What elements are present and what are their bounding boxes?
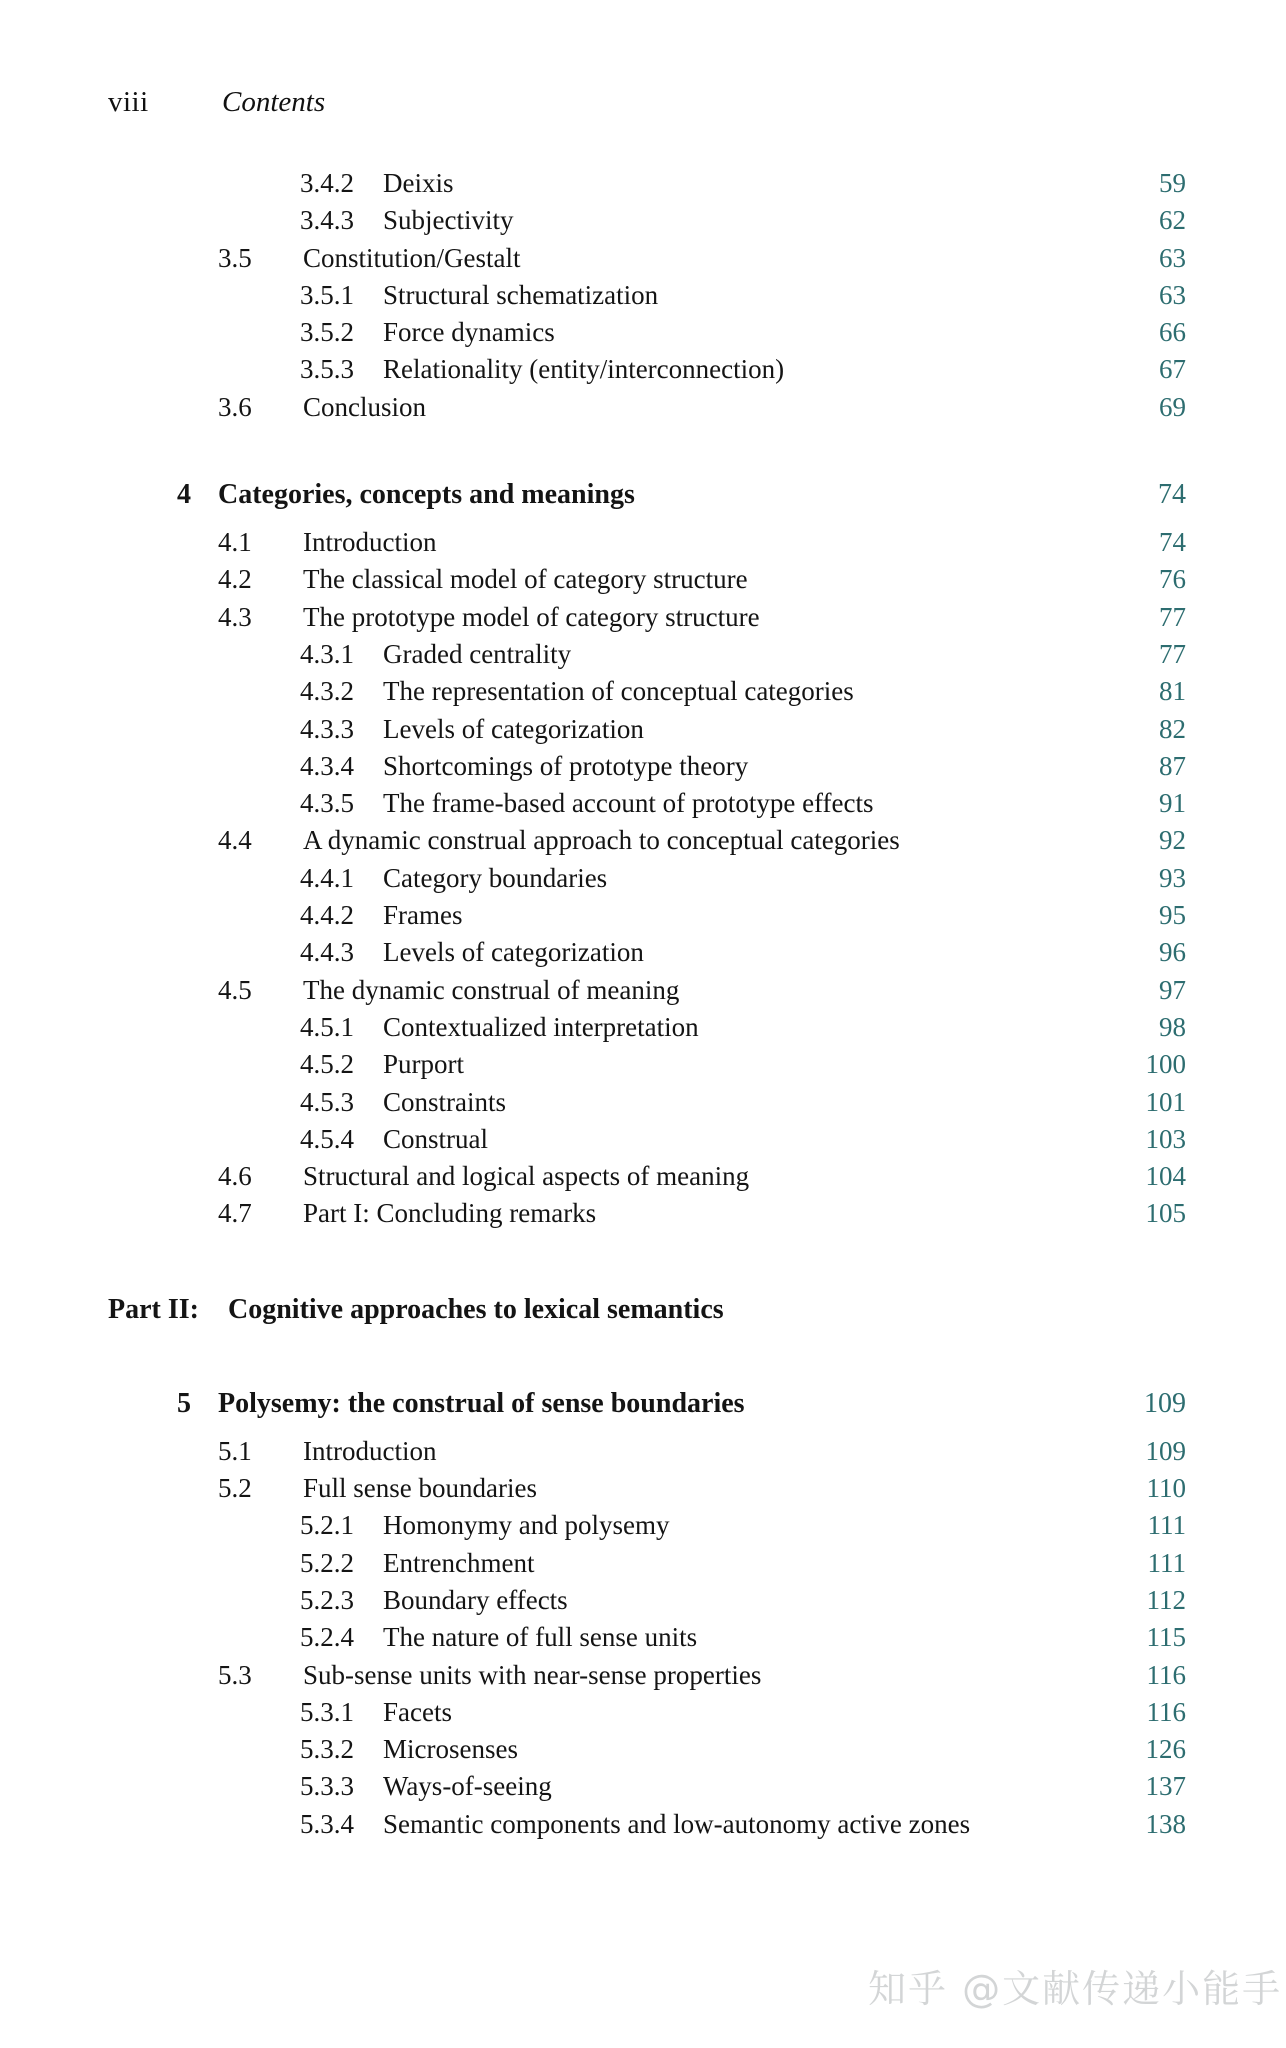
toc-entry-page-number: 109 — [1145, 1435, 1186, 1466]
toc-entry-number: 5.3.3 — [300, 1771, 354, 1802]
toc-entry[interactable] — [0, 860, 1286, 897]
toc-entry-page-number: 76 — [1159, 564, 1186, 595]
toc-entry[interactable] — [0, 277, 1286, 314]
toc-entry-page-number: 100 — [1145, 1049, 1186, 1080]
toc-entry-number: 4.3.5 — [300, 788, 354, 819]
toc-entry-number: 3.5.3 — [300, 354, 354, 385]
toc-entry-page-number: 109 — [1144, 1387, 1186, 1419]
toc-entry-number: 3.5 — [218, 242, 252, 273]
toc-entry[interactable] — [0, 524, 1286, 561]
toc-entry[interactable] — [0, 561, 1286, 598]
toc-entry-page-number: 97 — [1159, 974, 1186, 1005]
toc-entry-page-number: 112 — [1146, 1584, 1186, 1615]
toc-entry-number: 4.4.2 — [300, 900, 354, 931]
toc-entry[interactable] — [0, 599, 1286, 636]
toc-entry-number: 4.5.1 — [300, 1011, 354, 1042]
toc-spacer — [0, 426, 1286, 470]
toc-entry-label: Subjectivity — [383, 205, 514, 236]
toc-entry-number: 4.3.2 — [300, 676, 354, 707]
toc-entry-page-number: 69 — [1159, 391, 1186, 422]
toc-entry-label: Structural schematization — [383, 279, 659, 310]
toc-entry-label: Levels of categorization — [383, 937, 644, 968]
toc-entry-label: Entrenchment — [383, 1547, 535, 1578]
toc-entry[interactable] — [0, 165, 1286, 202]
toc-entry[interactable] — [0, 1084, 1286, 1121]
toc-entry[interactable] — [0, 1470, 1286, 1507]
toc-entry-number: 5.2.1 — [300, 1510, 354, 1541]
toc-entry-number: 5.2.4 — [300, 1622, 354, 1653]
toc-entry-label: Categories, concepts and meanings — [218, 479, 635, 511]
toc-entry[interactable] — [0, 1545, 1286, 1582]
toc-spacer — [0, 1233, 1286, 1285]
toc-entry-label: Force dynamics — [383, 317, 555, 348]
toc-entry-page-number: 66 — [1159, 317, 1186, 348]
toc-entry-label: Purport — [383, 1049, 464, 1080]
toc-entry-label: A dynamic construal approach to conceptual categories — [303, 825, 900, 856]
toc-entry-number: 4.3.4 — [300, 750, 354, 781]
toc-entry-label: Deixis — [383, 168, 454, 198]
toc-entry-page-number: 67 — [1159, 354, 1186, 385]
toc-entry-page-number: 115 — [1146, 1622, 1186, 1653]
toc-entry-number: 4.5.4 — [300, 1123, 354, 1154]
toc-entry[interactable] — [0, 711, 1286, 748]
toc-entry-page-number: 104 — [1145, 1161, 1186, 1192]
toc-entry-page-number: 82 — [1159, 713, 1186, 744]
page-folio: viii — [108, 86, 149, 118]
toc-entry-label: The representation of conceptual categories — [383, 676, 854, 707]
toc-entry-page-number: 137 — [1145, 1771, 1186, 1802]
page-title: Contents — [222, 86, 326, 118]
toc-entry-label: Introduction — [303, 527, 437, 558]
toc-entry-label: Relationality (entity/interconnection) — [383, 354, 785, 385]
toc-entry-number: 3.6 — [218, 391, 252, 422]
toc-entry-number: 5.3 — [218, 1659, 252, 1690]
toc-entry-page-number: 63 — [1159, 242, 1186, 273]
toc-entry-number: 4.5.2 — [300, 1049, 354, 1080]
toc-entry-number: 4.6 — [218, 1161, 252, 1192]
toc-entry-page-number: 111 — [1147, 1547, 1186, 1578]
toc-entry-page-number: 138 — [1145, 1808, 1186, 1839]
toc-entry[interactable] — [0, 673, 1286, 710]
toc-entry-page-number: 101 — [1145, 1086, 1186, 1117]
toc-entry[interactable] — [0, 1582, 1286, 1619]
toc-entry-page-number: 81 — [1159, 676, 1186, 707]
toc-entry-page-number: 116 — [1146, 1696, 1186, 1727]
toc-entry-number: 5.2.3 — [300, 1584, 354, 1615]
toc-entry[interactable] — [0, 1731, 1286, 1768]
toc-entry-page-number: 103 — [1145, 1123, 1186, 1154]
toc-entry[interactable] — [0, 1379, 1286, 1429]
toc-entry-number: 4.5 — [218, 974, 252, 1005]
toc-entry-label: Facets — [383, 1696, 452, 1727]
toc-entry-page-number: 91 — [1159, 788, 1186, 819]
toc-entry[interactable] — [0, 785, 1286, 822]
toc-entry-page-number: 98 — [1159, 1011, 1186, 1042]
toc-entry[interactable] — [0, 1433, 1286, 1470]
toc-entry-label: Part I: Concluding remarks — [303, 1198, 597, 1229]
toc-entry[interactable] — [0, 1158, 1286, 1195]
toc-entry-label: Category boundaries — [383, 862, 608, 893]
toc-entry-number: 4.4 — [218, 825, 252, 856]
toc-entry-label: Graded centrality — [383, 638, 572, 669]
toc-entry[interactable] — [0, 748, 1286, 785]
toc-entry[interactable] — [0, 1195, 1286, 1232]
toc-entry-number: 3.5.1 — [300, 279, 354, 310]
toc-entry[interactable] — [0, 1694, 1286, 1731]
toc-entry-page-number: 74 — [1159, 527, 1186, 558]
table-of-contents — [0, 165, 1286, 1843]
toc-entry-page-number: 126 — [1145, 1734, 1186, 1765]
toc-entry-page-number: 110 — [1146, 1473, 1186, 1504]
toc-entry-page-number: 62 — [1159, 205, 1186, 236]
toc-entry-page-number: 77 — [1159, 601, 1186, 632]
toc-entry-number: 4.1 — [218, 527, 252, 558]
toc-entry-page-number: 92 — [1159, 825, 1186, 856]
toc-entry[interactable] — [0, 1121, 1286, 1158]
toc-entry-number: 4.7 — [218, 1198, 252, 1229]
toc-entry[interactable] — [0, 240, 1286, 277]
toc-entry-label: The classical model of category structure — [303, 564, 748, 595]
toc-entry-label: The dynamic construal of meaning — [303, 974, 680, 1005]
toc-entry[interactable] — [0, 1806, 1286, 1843]
toc-entry-label: The frame-based account of prototype effects — [383, 788, 874, 819]
toc-entry-number: 3.4.3 — [300, 205, 354, 236]
toc-entry-number: 5 — [177, 1387, 191, 1419]
toc-entry-number: 5.2.2 — [300, 1547, 354, 1578]
toc-entry-number: 4.3.3 — [300, 713, 354, 744]
toc-entry-number: 4.3 — [218, 601, 252, 632]
toc-entry[interactable] — [0, 1657, 1286, 1694]
toc-entry-label: The nature of full sense units — [383, 1622, 698, 1653]
toc-entry-number: 5.3.4 — [300, 1808, 354, 1839]
toc-entry-number: 4.3.1 — [300, 638, 354, 669]
toc-entry-number: Part II: — [108, 1293, 199, 1325]
toc-entry-page-number: 63 — [1159, 279, 1186, 310]
toc-entry-page-number: 111 — [1147, 1510, 1186, 1541]
toc-entry-page-number: 59 — [1159, 168, 1186, 198]
toc-entry-number: 3.5.2 — [300, 317, 354, 348]
toc-entry[interactable] — [0, 972, 1286, 1009]
running-head — [0, 86, 1286, 126]
toc-entry[interactable] — [0, 934, 1286, 971]
toc-entry-label: Introduction — [303, 1435, 437, 1466]
toc-entry[interactable] — [0, 1046, 1286, 1083]
toc-entry[interactable] — [0, 822, 1286, 859]
toc-entry[interactable] — [0, 1619, 1286, 1656]
toc-entry-label: Homonymy and polysemy — [383, 1510, 670, 1541]
toc-entry-label: Shortcomings of prototype theory — [383, 750, 749, 781]
toc-entry-label: Microsenses — [383, 1734, 518, 1765]
toc-entry[interactable] — [0, 897, 1286, 934]
toc-entry-label: Sub-sense units with near-sense properties — [303, 1659, 762, 1690]
toc-entry-label: Conclusion — [303, 391, 427, 422]
toc-entry[interactable] — [0, 470, 1286, 520]
toc-entry-number: 5.2 — [218, 1473, 252, 1504]
toc-entry-label: Cognitive approaches to lexical semantics — [228, 1293, 724, 1325]
toc-entry-label: Polysemy: the construal of sense boundaries — [218, 1387, 745, 1419]
toc-entry-number: 3.4.2 — [300, 168, 354, 198]
toc-entry-label: Frames — [383, 900, 463, 931]
toc-entry-page-number: 96 — [1159, 937, 1186, 968]
toc-entry-page-number: 93 — [1159, 862, 1186, 893]
toc-entry-label: Constitution/Gestalt — [303, 242, 521, 273]
toc-entry-number: 5.3.1 — [300, 1696, 354, 1727]
toc-entry[interactable] — [0, 1285, 1286, 1335]
toc-entry[interactable] — [0, 1768, 1286, 1805]
toc-entry-number: 4.4.3 — [300, 937, 354, 968]
toc-entry-page-number: 87 — [1159, 750, 1186, 781]
toc-entry[interactable] — [0, 202, 1286, 239]
toc-entry-number: 4.5.3 — [300, 1086, 354, 1117]
toc-entry-label: Levels of categorization — [383, 713, 644, 744]
toc-entry-number: 4 — [177, 479, 191, 511]
toc-entry[interactable] — [0, 636, 1286, 673]
toc-entry-number: 5.1 — [218, 1435, 252, 1466]
toc-entry-page-number: 116 — [1146, 1659, 1186, 1690]
toc-entry-label: Constraints — [383, 1086, 507, 1117]
toc-entry[interactable] — [0, 314, 1286, 351]
watermark: 知乎 @文献传递小能手 — [868, 1967, 1283, 2011]
toc-spacer — [0, 1335, 1286, 1379]
toc-entry-label: Construal — [383, 1123, 488, 1154]
toc-entry-number: 4.2 — [218, 564, 252, 595]
toc-entry-label: Semantic components and low-autonomy active zones — [383, 1808, 971, 1839]
toc-entry-page-number: 77 — [1159, 638, 1186, 669]
toc-entry-label: Structural and logical aspects of meaning — [303, 1161, 750, 1192]
toc-entry-label: Ways-of-seeing — [383, 1771, 552, 1802]
toc-entry-label: The prototype model of category structure — [303, 601, 760, 632]
toc-entry[interactable] — [0, 1009, 1286, 1046]
toc-entry-label: Boundary effects — [383, 1584, 568, 1615]
toc-entry[interactable] — [0, 1507, 1286, 1544]
toc-entry[interactable] — [0, 389, 1286, 426]
toc-entry-page-number: 95 — [1159, 900, 1186, 931]
toc-entry[interactable] — [0, 351, 1286, 388]
toc-entry-page-number: 105 — [1145, 1198, 1186, 1229]
toc-entry-label: Full sense boundaries — [303, 1473, 537, 1504]
toc-entry-page-number: 74 — [1158, 479, 1186, 511]
toc-entry-number: 5.3.2 — [300, 1734, 354, 1765]
toc-entry-number: 4.4.1 — [300, 862, 354, 893]
toc-entry-label: Contextualized interpretation — [383, 1011, 699, 1042]
